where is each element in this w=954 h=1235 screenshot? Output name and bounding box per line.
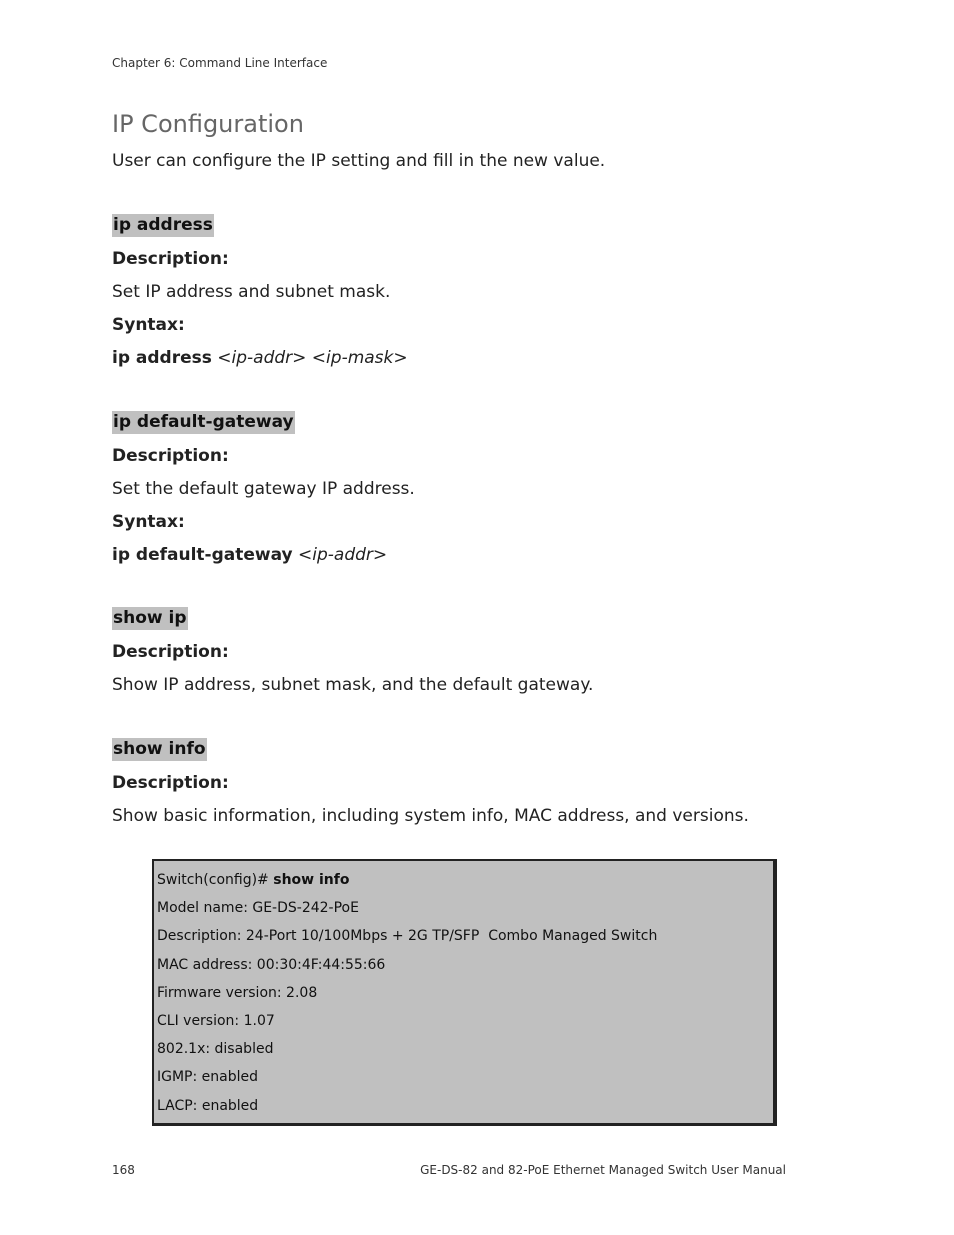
terminal-prompt-line xyxy=(157,866,773,894)
terminal-line: Description: 24-Port 10/100Mbps + 2G TP/SFP Combo Managed Switch xyxy=(157,928,658,945)
terminal-prompt: Switch(config)# xyxy=(157,872,274,888)
section-show-info xyxy=(112,738,832,827)
terminal-output xyxy=(152,859,777,1126)
page-title: IP Configuration xyxy=(112,110,304,138)
terminal-line: Model name: GE-DS-242-PoE xyxy=(157,900,359,917)
manual-title: GE-DS-82 and 82-PoE Ethernet Managed Switch User Manual xyxy=(420,1163,786,1177)
description-text: Set IP address and subnet mask. xyxy=(112,282,391,302)
description-text: Set the default gateway IP address. xyxy=(112,479,415,499)
description-label: Description: xyxy=(112,642,229,662)
terminal-line: 802.1x: disabled xyxy=(157,1041,274,1058)
terminal-line: CLI version: 1.07 xyxy=(157,1013,275,1030)
description-label: Description: xyxy=(112,249,229,269)
section-show-ip xyxy=(112,607,832,696)
chapter-header: Chapter 6: Command Line Interface xyxy=(112,56,328,70)
syntax-label: Syntax: xyxy=(112,315,185,335)
syntax-command: ip address xyxy=(112,348,212,368)
command-heading: show ip xyxy=(113,608,187,628)
syntax-line xyxy=(112,545,832,566)
terminal-line: Firmware version: 2.08 xyxy=(157,984,318,1001)
command-heading: ip address xyxy=(113,215,213,235)
description-label: Description: xyxy=(112,446,229,466)
syntax-args: <ip-addr> <ip-mask> xyxy=(217,348,408,368)
page-number: 168 xyxy=(112,1163,135,1177)
description-label: Description: xyxy=(112,773,229,793)
command-heading: ip default-gateway xyxy=(113,412,294,432)
syntax-args: <ip-addr> xyxy=(298,545,388,565)
syntax-line xyxy=(112,348,832,369)
terminal-line: MAC address: 00:30:4F:44:55:66 xyxy=(157,956,386,973)
terminal-line: LACP: enabled xyxy=(157,1097,259,1114)
syntax-command: ip default-gateway xyxy=(112,545,293,565)
command-heading: show info xyxy=(113,739,206,759)
section-ip-default-gateway xyxy=(112,411,832,566)
intro-text: User can configure the IP setting and fill in the new value. xyxy=(112,151,606,171)
terminal-command: show info xyxy=(273,872,350,888)
description-text: Show basic information, including system info, MAC address, and versions. xyxy=(112,806,749,826)
syntax-label: Syntax: xyxy=(112,512,185,532)
terminal-line: IGMP: enabled xyxy=(157,1069,259,1086)
description-text: Show IP address, subnet mask, and the default gateway. xyxy=(112,675,594,695)
section-ip-address xyxy=(112,214,832,369)
